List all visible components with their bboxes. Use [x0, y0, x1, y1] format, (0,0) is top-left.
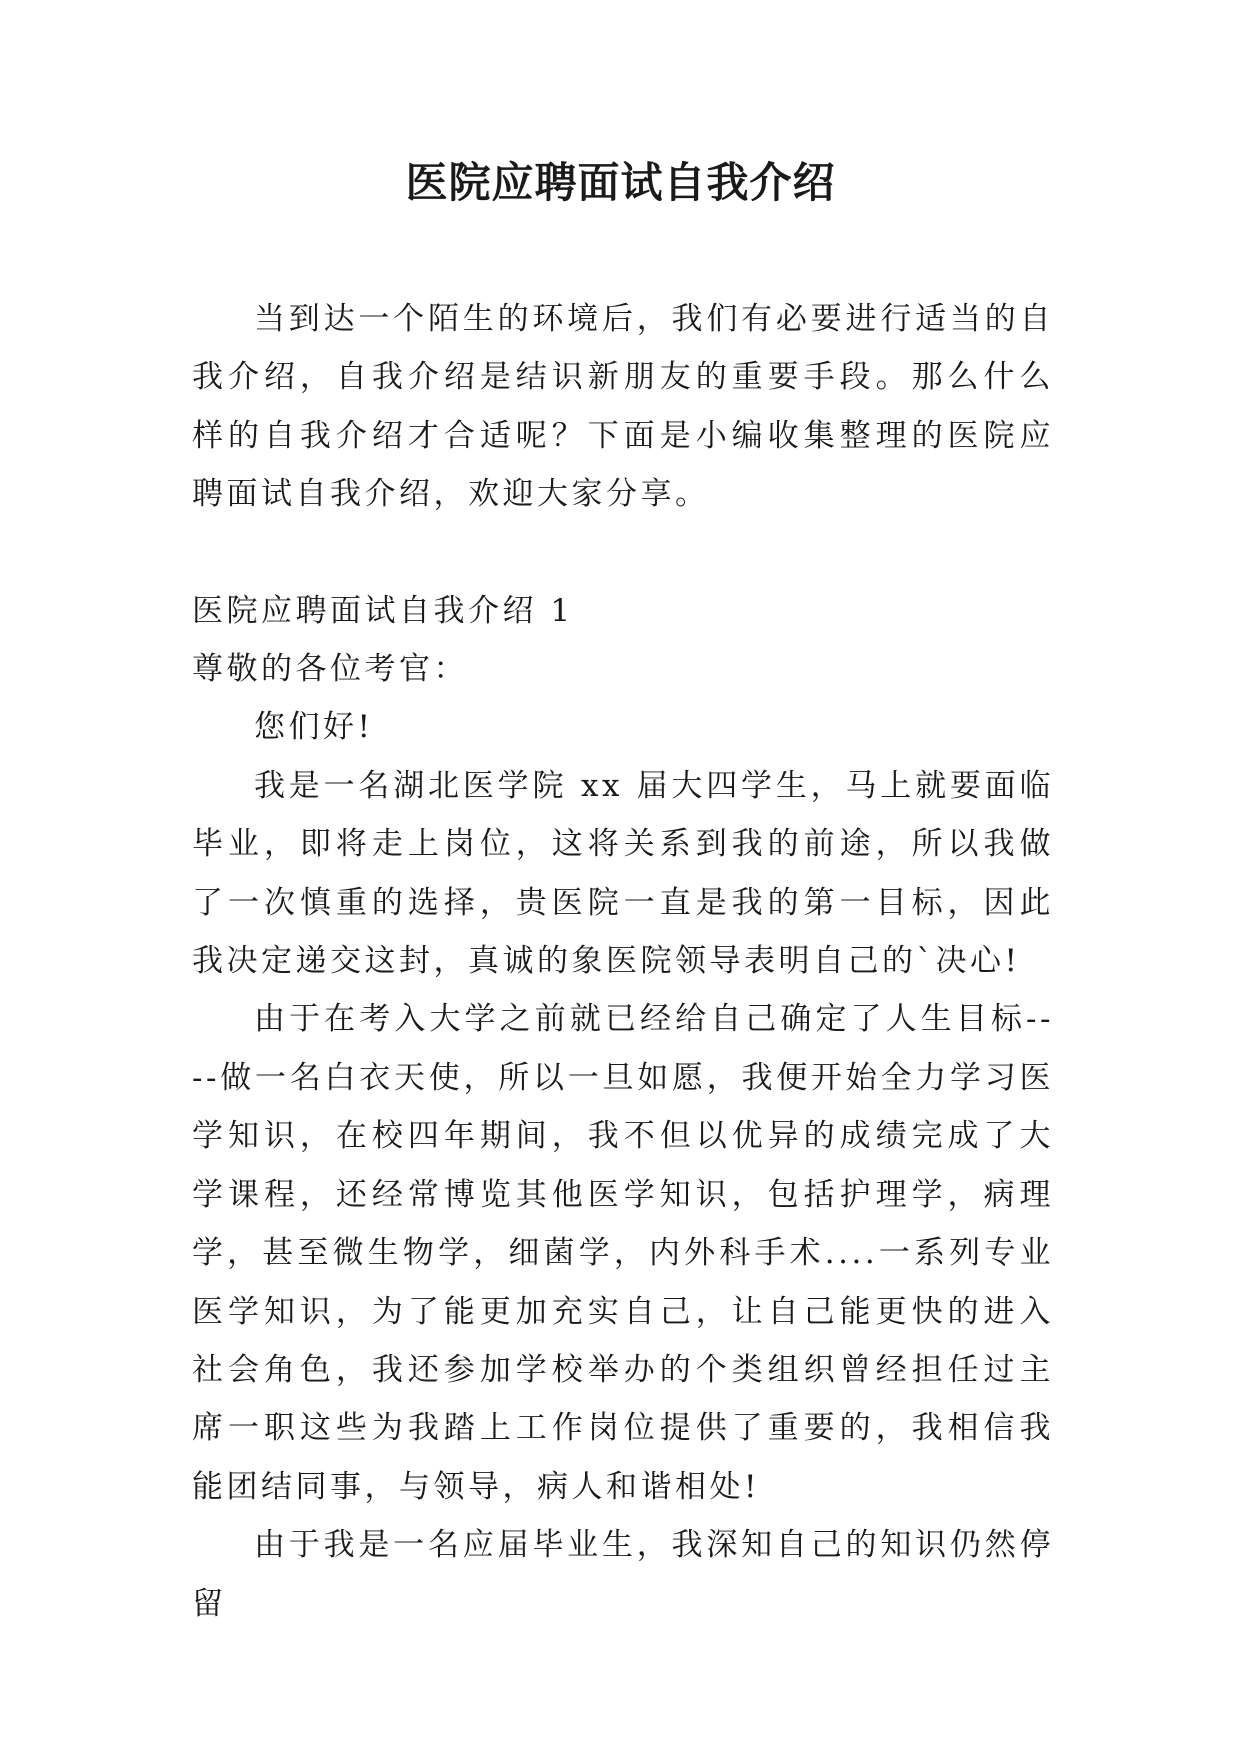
- section-heading: 医院应聘面试自我介绍 1: [192, 592, 574, 629]
- salutation: 尊敬的各位考官：: [192, 651, 468, 688]
- greeting: 您们好!: [254, 709, 374, 746]
- body-paragraph: 由于我是一名应届毕业生，我深知自己的知识仍然停留: [192, 1527, 1054, 1622]
- paragraph-spacer: [192, 524, 1054, 582]
- body-paragraph: 由于在考入大学之前就已经给自己确定了人生目标----做一名白衣天使，所以一旦如愿，我便开始全力学习医学知识，在校四年期间，我不但以优异的成绩完成了大学课程，还经常博览其他医学知识，包括护理学，病理学，甚至微生物学，细菌学，内外科手术....一系列专业医学知识，为了能更加充实自己，让自己能更快的进入社会角色，我还参加学校举办的个类组织曾经担任过主席一职这些为我踏上工作岗位提供了重要的，我相信我能团结同事，与领导，病人和谐相处!: [192, 1001, 1054, 1505]
- intro-paragraph: 当到达一个陌生的环境后，我们有必要进行适当的自我介绍，自我介绍是结识新朋友的重要手段。那么什么样的自我介绍才合适呢？下面是小编收集整理的医院应聘面试自我介绍，欢迎大家分享。: [192, 301, 1054, 513]
- document-title: 医院应聘面试自我介绍: [405, 158, 836, 207]
- body-paragraph: 我是一名湖北医学院 xx 届大四学生，马上就要面临毕业，即将走上岗位，这将关系到我的前途，所以我做了一次慎重的选择，贵医院一直是我的第一目标，因此我决定递交这封，真诚的象医院领导表明自己的`决心!: [192, 767, 1054, 980]
- document-body: [192, 290, 1054, 1633]
